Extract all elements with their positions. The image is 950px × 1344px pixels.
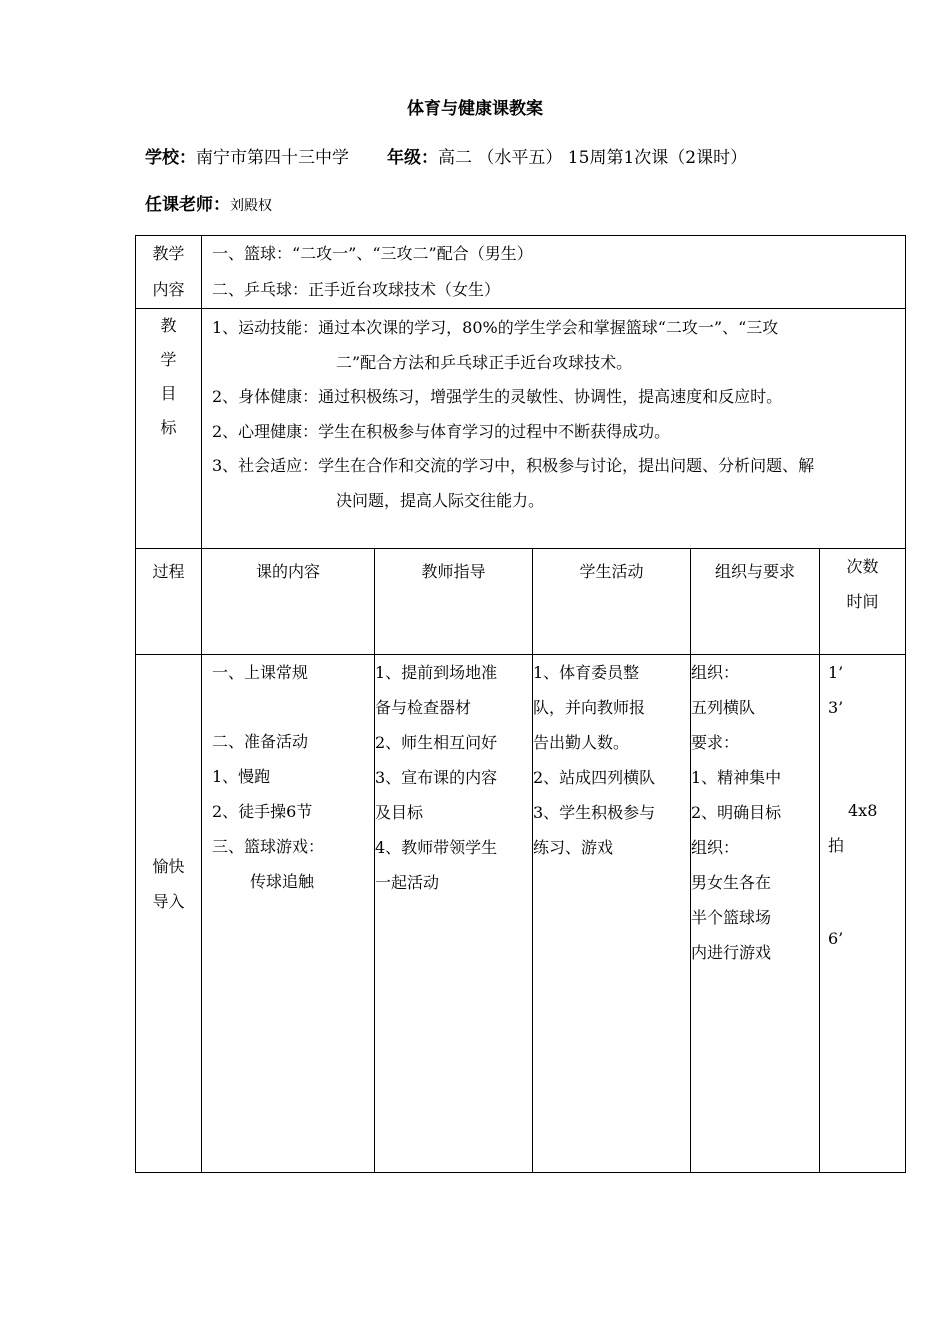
time-line [828,759,905,793]
school-name: 南宁市第四十三中学 [196,148,349,168]
process-header: 过程 [136,549,202,655]
grade-value: 高二 （水平五） 15周第1次课（2课时） [438,148,748,168]
content-line: 1、慢跑 [212,767,271,786]
student-line: 1、体育委员整 [533,663,640,682]
time-header-line: 时间 [846,592,879,611]
time-line [828,725,905,759]
time-line: 拍 [828,836,845,855]
time-header [820,549,906,655]
section-time-cell [820,655,906,1173]
section-content-cell [202,655,375,1173]
goal-line: 3、社会适应：学生在合作和交流的学习中，积极参与讨论，提出问题、分析问题、解 [212,456,815,475]
teacher-line [145,190,272,215]
section-teacher-cell [375,655,533,1173]
content-label-cell [136,236,202,309]
student-header: 学生活动 [533,549,691,655]
time-header-line: 次数 [846,557,879,576]
teacher-line: 1、提前到场地准 [375,663,498,682]
goal-line: 1、运动技能：通过本次课的学习，80%的学生学会和掌握篮球“二攻一”、“三攻 [212,318,779,337]
goals-label-char: 目 [160,384,177,403]
organization-header: 组织与要求 [691,549,820,655]
school-grade-line [145,143,747,168]
teacher-line: 备与检查器材 [375,698,472,717]
teacher-line: 3、宣布课的内容 [375,768,498,787]
content-line: 2、徒手操6节 [212,802,313,821]
content-row [136,236,906,309]
goal-line: 2、身体健康：通过积极练习，增强学生的灵敏性、协调性，提高速度和反应时。 [212,387,783,406]
teacher-label: 任课老师： [145,195,230,215]
organization-line: 内进行游戏 [691,943,772,962]
time-line: 1’ [828,663,844,682]
organization-line: 组织： [691,663,740,682]
organization-line: 五列横队 [691,698,756,717]
content-item: 二、乒乓球：正手近台攻球技术（女生） [212,280,501,299]
goals-row [136,309,906,549]
section-label-line: 愉快 [152,857,185,876]
lesson-plan-table [135,235,906,1173]
section-row [136,655,906,1173]
time-line: 4x8 [848,801,878,820]
student-line: 练习、游戏 [533,838,614,857]
content-line: 二、准备活动 [212,732,309,751]
organization-line: 1、精神集中 [691,768,782,787]
teacher-header: 教师指导 [375,549,533,655]
column-header-row [136,549,906,655]
content-line [212,690,374,724]
school-label: 学校： [145,148,196,168]
page-title: 体育与健康课教案 [407,99,543,119]
goals-label-cell [136,309,202,549]
time-line: 3’ [828,698,844,717]
content-label-line: 教学 [152,244,185,263]
goal-line: 决问题，提高人际交往能力。 [336,490,545,510]
teacher-line: 及目标 [375,803,424,822]
teacher-line: 一起活动 [375,873,440,892]
goals-label-char: 标 [160,418,177,437]
section-organization-cell [691,655,820,1173]
section-label-cell [136,655,202,1173]
content-label-line: 内容 [152,280,185,299]
organization-line: 要求： [691,733,740,752]
organization-line: 男女生各在 [691,873,772,892]
section-label-line: 导入 [152,892,185,911]
goals-cell [202,309,906,549]
content-line: 一、上课常规 [212,663,309,682]
grade-label: 年级： [387,148,438,168]
teacher-line: 4、教师带领学生 [375,838,498,857]
organization-line: 半个篮球场 [691,908,772,927]
section-student-cell [533,655,691,1173]
organization-line: 组织： [691,838,740,857]
content-header: 课的内容 [202,549,375,655]
student-line: 告出勤人数。 [533,733,630,752]
goals-label-char: 教 [160,316,177,335]
teacher-name: 刘殿权 [230,198,272,214]
content-line: 三、篮球游戏： [212,837,325,856]
teacher-line: 2、师生相互问好 [375,733,498,752]
content-line: 传球追触 [250,872,315,891]
time-line [828,863,905,921]
student-line: 2、站成四列横队 [533,768,656,787]
content-item: 一、篮球：“二攻一”、“三攻二”配合（男生） [212,244,533,263]
goal-line: 2、心理健康：学生在积极参与体育学习的过程中不断获得成功。 [212,421,671,441]
student-line: 队，并向教师报 [533,698,646,717]
time-line: 6’ [828,929,844,948]
goal-line: 二”配合方法和乒乓球正手近台攻球技术。 [336,352,633,372]
organization-line: 2、明确目标 [691,803,782,822]
student-line: 3、学生积极参与 [533,803,656,822]
content-cell [202,236,906,309]
goals-label-char: 学 [160,350,177,369]
